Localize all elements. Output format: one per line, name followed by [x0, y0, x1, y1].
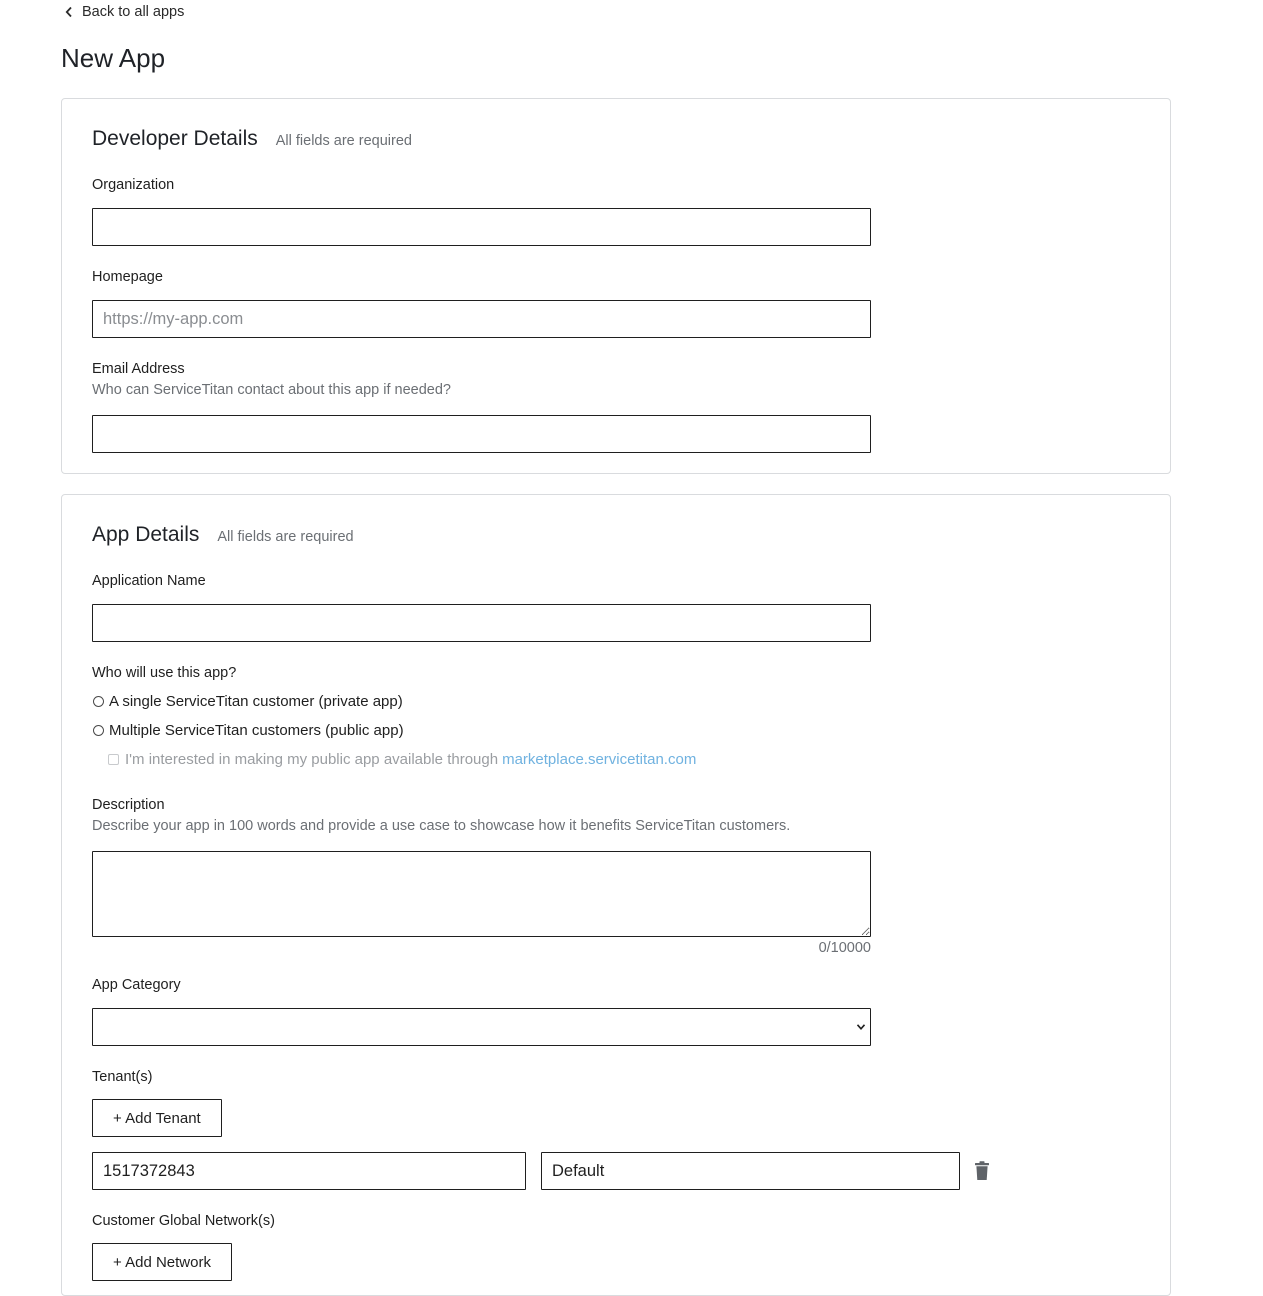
- add-network-button[interactable]: + Add Network: [92, 1243, 232, 1281]
- developer-details-header: [92, 127, 412, 151]
- organization-label: Organization: [92, 177, 175, 193]
- description-label: Description: [92, 797, 165, 813]
- developer-details-card: [61, 98, 1171, 474]
- tenants-label: Tenant(s): [92, 1069, 153, 1085]
- add-tenant-button[interactable]: + Add Tenant: [92, 1099, 222, 1137]
- homepage-label: Homepage: [92, 269, 163, 285]
- page-title: New App: [61, 43, 166, 73]
- marketplace-link[interactable]: marketplace.servicetitan.com: [502, 751, 697, 768]
- description-char-counter: 0/10000: [818, 940, 871, 956]
- private-app-label: A single ServiceTitan customer (private app): [109, 693, 403, 710]
- public-app-option[interactable]: [92, 722, 404, 739]
- tenant-name-input[interactable]: [541, 1152, 960, 1190]
- public-app-radio[interactable]: [93, 725, 104, 736]
- private-app-radio[interactable]: [93, 696, 104, 707]
- tenant-id-input[interactable]: [92, 1152, 526, 1190]
- back-link-label: Back to all apps: [82, 4, 185, 20]
- email-help-text: Who can ServiceTitan contact about this app if needed?: [92, 382, 451, 398]
- public-app-label: Multiple ServiceTitan customers (public app): [109, 722, 404, 739]
- chevron-left-icon: [64, 6, 74, 18]
- developer-details-title: Developer Details: [92, 127, 258, 150]
- email-label: Email Address: [92, 361, 185, 377]
- developer-required-note: All fields are required: [275, 133, 412, 149]
- app-details-card: [61, 494, 1171, 1296]
- email-input[interactable]: [92, 415, 871, 453]
- back-to-apps-link[interactable]: [64, 4, 184, 20]
- organization-input[interactable]: [92, 208, 871, 246]
- marketplace-option: [108, 751, 696, 768]
- marketplace-checkbox[interactable]: [108, 754, 119, 765]
- networks-label: Customer Global Network(s): [92, 1213, 275, 1229]
- application-name-input[interactable]: [92, 604, 871, 642]
- trash-icon[interactable]: [974, 1161, 990, 1181]
- marketplace-label: I'm interested in making my public app available through: [125, 751, 499, 768]
- private-app-option[interactable]: [92, 693, 403, 710]
- app-required-note: All fields are required: [217, 529, 354, 545]
- app-category-select[interactable]: [92, 1008, 871, 1046]
- app-details-header: [92, 523, 354, 547]
- app-details-title: App Details: [92, 523, 200, 546]
- audience-label: Who will use this app?: [92, 665, 237, 681]
- description-textarea[interactable]: [92, 851, 871, 937]
- description-help-text: Describe your app in 100 words and provide a use case to showcase how it benefits ServiceTitan customers.: [92, 818, 791, 834]
- homepage-input[interactable]: [92, 300, 871, 338]
- application-name-label: Application Name: [92, 573, 206, 589]
- app-category-label: App Category: [92, 977, 181, 993]
